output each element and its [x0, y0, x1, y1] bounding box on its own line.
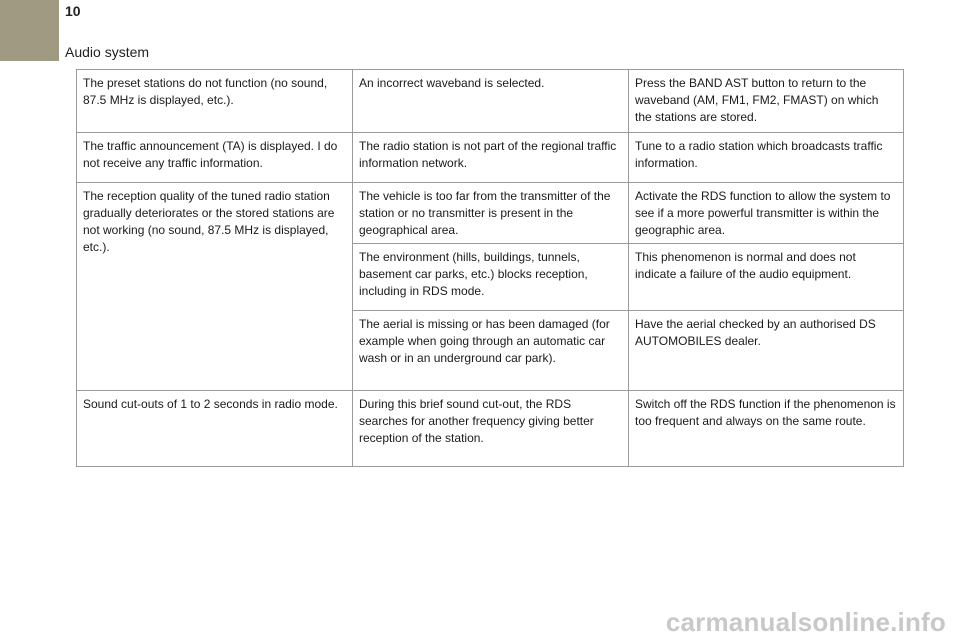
cause-cell: An incorrect waveband is selected. [359, 76, 545, 90]
watermark: carmanualsonline.info [665, 607, 946, 637]
troubleshooting-table [76, 69, 904, 467]
solution-cell: Tune to a radio station which broadcasts traffic information. [635, 139, 883, 170]
page-number: 10 [65, 3, 81, 19]
cause-cell: The aerial is missing or has been damaged (for example when going through an automatic car wash or in an underground car park). [359, 317, 610, 365]
solution-cell: Activate the RDS function to allow the system to see if a more powerful transmitter is within the geographic area. [635, 189, 891, 237]
cause-cell: The environment (hills, buildings, tunnels, basement car parks, etc.) blocks reception, including in RDS mode. [359, 250, 588, 298]
solution-cell: This phenomenon is normal and does not indicate a failure of the audio equipment. [635, 250, 856, 281]
solution-cell: Switch off the RDS function if the phenomenon is too frequent and always on the same route. [635, 397, 896, 428]
problem-cell: The preset stations do not function (no sound, 87.5 MHz is displayed, etc.). [83, 76, 328, 107]
section-title: Audio system [65, 44, 150, 60]
cause-cell: The radio station is not part of the regional traffic information network. [359, 139, 617, 170]
cause-cell: During this brief sound cut-out, the RDS searches for another frequency giving better reception of the station. [359, 397, 594, 445]
solution-cell: Have the aerial checked by an authorised DS AUTOMOBILES dealer. [635, 317, 876, 348]
problem-cell: The reception quality of the tuned radio station gradually deteriorates or the stored stations are not working (no sound, 87.5 MHz is displayed, etc.). [83, 189, 335, 254]
problem-cell: Sound cut-outs of 1 to 2 seconds in radio mode. [83, 397, 338, 411]
cause-cell: The vehicle is too far from the transmitter of the station or no transmitter is present in the geographical area. [359, 189, 611, 237]
problem-cell: The traffic announcement (TA) is displayed. I do not receive any traffic information. [83, 139, 338, 170]
chapter-tab [0, 0, 59, 61]
solution-cell: Press the BAND AST button to return to the waveband (AM, FM1, FM2, FMAST) on which the stations are stored. [635, 76, 879, 124]
